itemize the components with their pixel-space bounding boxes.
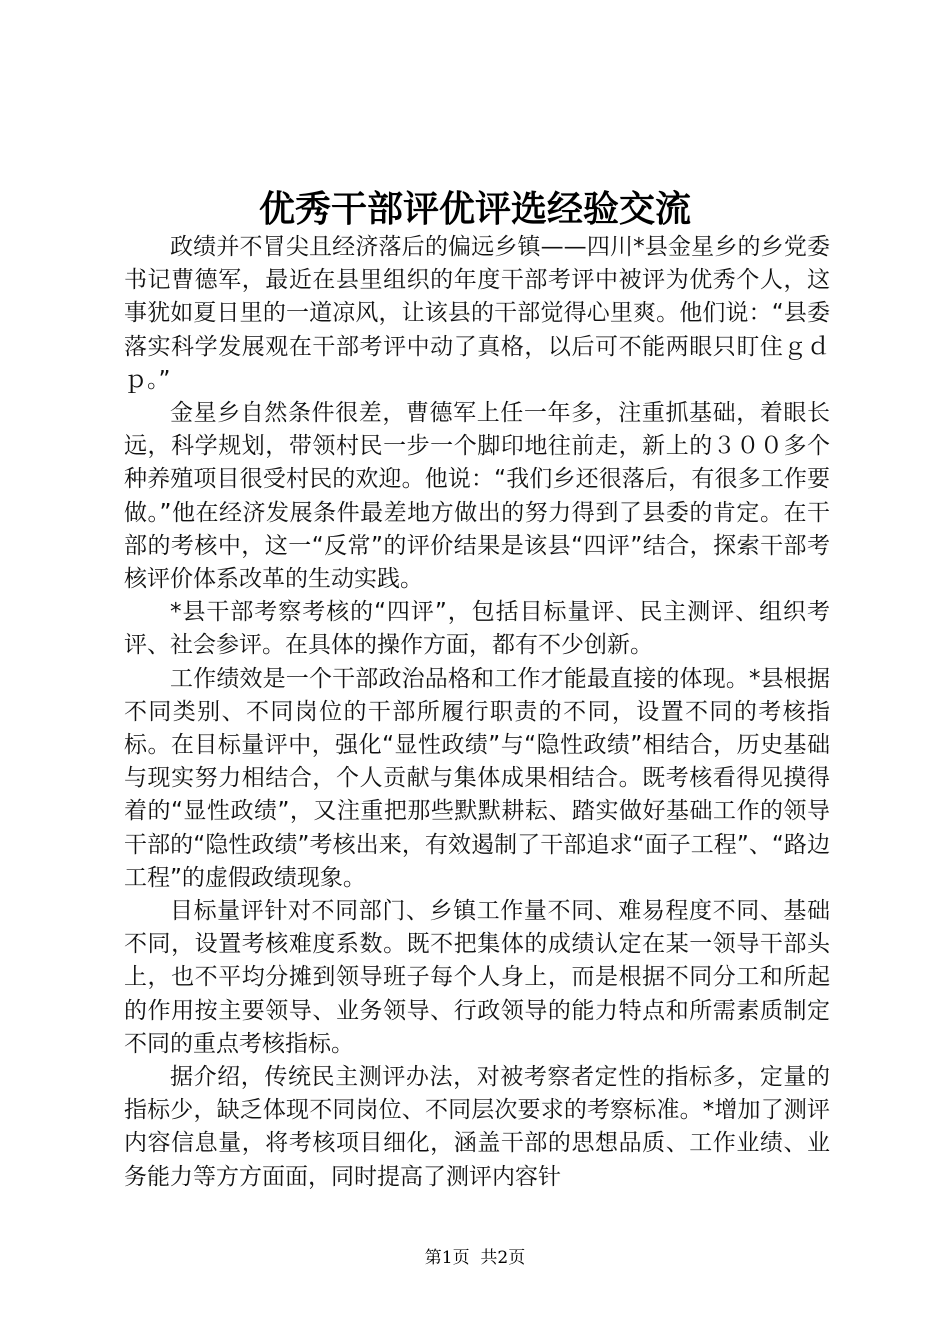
paragraph: *县干部考察考核的“四评”，包括目标量评、民主测评、组织考评、社会参评。在具体的操作方面，都有不少创新。 [124,599,830,659]
document-title: 优秀干部评优评选经验交流 [258,188,691,230]
paragraph: 金星乡自然条件很差，曹德军上任一年多，注重抓基础，着眼长远，科学规划，带领村民一步一个脚印地往前走，新上的３００多个种养殖项目很受村民的欢迎。他说：“我们乡还很落后，有很多工作要做。”他在经济发展条件最差地方做出的努力得到了县委的肯定。在干部的考核中，这一“反常”的评价结果是该县“四评”结合，探索干部考核评价体系改革的生动实践。 [124,400,830,593]
page-number-current: 第1页 [424,1248,470,1268]
page-footer [0,1246,950,1270]
document-body [124,231,830,1194]
paragraph: 工作绩效是一个干部政治品格和工作才能最直接的体现。*县根据不同类别、不同岗位的干部所履行职责的不同，设置不同的考核指标。在目标量评中，强化“显性政绩”与“隐性政绩”相结合，历史基础与现实努力相结合，个人贡献与集体成果相结合。既考核看得见摸得着的“显性政绩”，又注重把那些默默耕耘、踏实做好基础工作的领导干部的“隐性政绩”考核出来，有效遏制了干部追求“面子工程”、“路边工程”的虚假政绩现象。 [124,665,830,891]
paragraph: 目标量评针对不同部门、乡镇工作量不同、难易程度不同、基础不同，设置考核难度系数。既不把集体的成绩认定在某一领导干部头上，也不平均分摊到领导班子每个人身上，而是根据不同分工和所起的作用按主要领导、业务领导、行政领导的能力特点和所需素质制定不同的重点考核指标。 [124,898,830,1057]
paragraph: 据介绍，传统民主测评办法，对被考察者定性的指标多，定量的指标少，缺乏体现不同岗位、不同层次要求的考察标准。*增加了测评内容信息量，将考核项目细化，涵盖干部的思想品质、工作业绩、业务能力等方方面面，同时提高了测评内容针 [124,1064,830,1190]
page-number-total: 共2页 [480,1248,526,1268]
paragraph: 政绩并不冒尖且经济落后的偏远乡镇——四川*县金星乡的乡党委书记曹德军，最近在县里组织的年度干部考评中被评为优秀个人，这事犹如夏日里的一道凉风，让该县的干部觉得心里爽。他们说：“县委落实科学发展观在干部考评中动了真格，以后可不能两眼只盯住ｇｄｐ。” [124,234,830,393]
